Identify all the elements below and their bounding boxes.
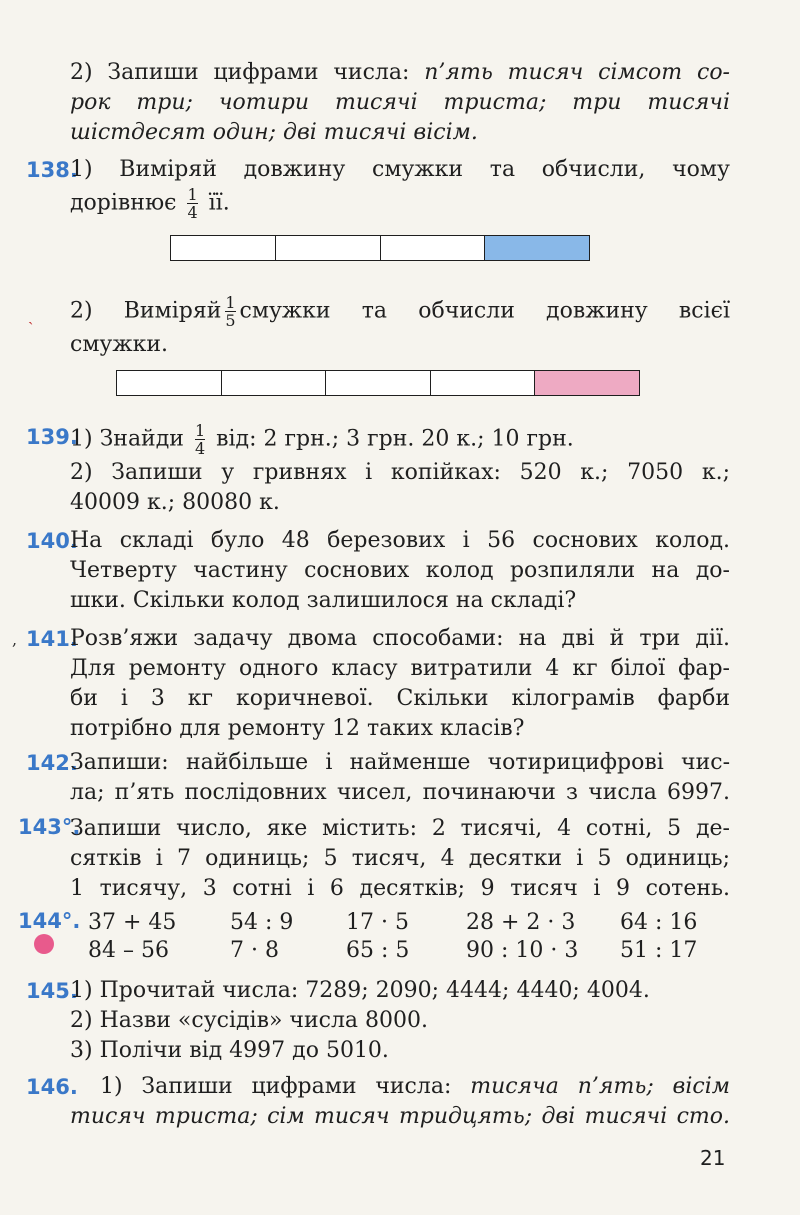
ex141-line-3: би і 3 кг коричневої. Скільки кілограмів фарби (70, 686, 730, 711)
exercise-number-139: 139. (26, 425, 78, 449)
exercise-number-142: 142. (26, 751, 78, 775)
expression: 64 : 16 (620, 910, 698, 935)
intro-line-1: 2) Запиши цифрами числа: п’ять тисяч сімсот со- (70, 60, 730, 85)
page-number: 21 (700, 1146, 726, 1170)
ex144-row-1 (88, 908, 728, 938)
ex142-line-1: Запиши: найбільше і найменше чотирицифрові чис- (70, 750, 730, 775)
strip-segment (485, 236, 589, 260)
strip-segment (222, 371, 327, 395)
fraction-one-fifth: $\frac{1}{5}$ (225, 293, 236, 330)
strip-segment (431, 371, 536, 395)
ex140-line-1: На складі було 48 березових і 56 соснових колод. (70, 528, 730, 553)
ex140-line-3: шки. Скільки колод залишилося на складі? (70, 588, 577, 613)
ex139-line-1: 1) Знайди $\frac{1}{4}$ від: 2 грн.; 3 грн. 20 к.; 10 грн. (70, 421, 574, 458)
exercise-number-144: 144°. (18, 909, 81, 933)
ex139-line-3: 40009 к.; 80080 к. (70, 490, 280, 515)
expression: 7 · 8 (230, 938, 279, 963)
pink-marker-dot (34, 934, 54, 954)
ex145-line-1: 1) Прочитай числа: 7289; 2090; 4444; 4440; 4004. (70, 978, 650, 1003)
ex145-line-3: 3) Полічи від 4997 до 5010. (70, 1038, 389, 1063)
red-pen-mark: ˎ (28, 306, 34, 325)
strip-segment (381, 236, 486, 260)
ex146-line-1: 1) Запиши цифрами числа: тисяча п’ять; вісім (100, 1074, 730, 1099)
ex143-line-1: Запиши число, яке містить: 2 тисячі, 4 сотні, 5 де- (70, 816, 730, 841)
expression: 37 + 45 (88, 910, 177, 935)
pen-mark: , (12, 630, 18, 649)
ex143-line-3: 1 тисячу, 3 сотні і 6 десятків; 9 тисяч і 9 сотень. (70, 876, 730, 901)
strip-segment (535, 371, 639, 395)
strip-quarter (170, 235, 590, 261)
strip-segment (276, 236, 381, 260)
ex141-line-4: потрібно для ремонту 12 таких класів? (70, 716, 525, 741)
intro-line-3: шістдесят один; дві тисячі вісім. (70, 120, 478, 145)
ex138-line-4: смужки. (70, 332, 169, 357)
strip-segment (117, 371, 222, 395)
expression: 90 : 10 · 3 (466, 938, 579, 963)
expression: 28 + 2 · 3 (466, 910, 576, 935)
exercise-number-146: 146. (26, 1075, 78, 1099)
intro-line-2: рок три; чотири тисячі триста; три тисячі (70, 90, 730, 115)
exercise-number-143: 143°. (18, 815, 81, 839)
exercise-number-140: 140. (26, 529, 78, 553)
exercise-number-145: 145. (26, 979, 78, 1003)
exercise-number-138: 138. (26, 158, 78, 182)
expression: 65 : 5 (346, 938, 410, 963)
ex146-line-2: тисяч триста; сім тисяч тридцять; дві тисячі сто. (70, 1104, 730, 1129)
ex144-row-2 (88, 936, 728, 966)
fraction-one-quarter: $\frac{1}{4}$ (187, 185, 198, 222)
ex138-line-3: 2) Виміряй $\frac{1}{5}$ смужки та обчисли довжину всієї (70, 293, 730, 330)
ex139-line-2: 2) Запиши у гривнях і копійках: 520 к.; 7050 к.; (70, 460, 730, 485)
ex143-line-2: сятків і 7 одиниць; 5 тисяч, 4 десятки і 5 одиниць; (70, 846, 730, 871)
ex141-line-2: Для ремонту одного класу витратили 4 кг білої фар- (70, 656, 730, 681)
ex140-line-2: Четверту частину соснових колод розпиляли на до- (70, 558, 730, 583)
ex138-line-1: 1) Виміряй довжину смужки та обчисли, чому (70, 157, 730, 182)
expression: 54 : 9 (230, 910, 294, 935)
expression: 84 – 56 (88, 938, 169, 963)
ex142-line-2: ла; п’ять послідовних чисел, починаючи з числа 6997. (70, 780, 730, 805)
expression: 51 : 17 (620, 938, 698, 963)
expression: 17 · 5 (346, 910, 409, 935)
ex141-line-1: Розв’яжи задачу двома способами: на дві й три дії. (70, 626, 730, 651)
strip-segment (326, 371, 431, 395)
fraction-one-quarter-139: $\frac{1}{4}$ (194, 421, 206, 458)
strip-fifth (116, 370, 640, 396)
exercise-number-141: 141. (26, 627, 78, 651)
ex145-line-2: 2) Назви «сусідів» числа 8000. (70, 1008, 429, 1033)
ex138-line-2: дорівнює $\frac{1}{4}$ її. (70, 185, 230, 222)
strip-segment (171, 236, 276, 260)
